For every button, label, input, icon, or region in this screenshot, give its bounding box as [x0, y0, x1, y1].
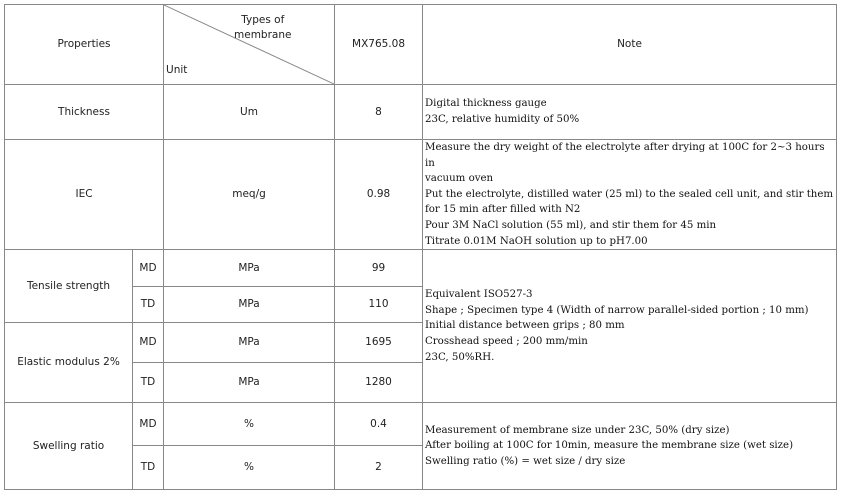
iec-note: Measure the dry weight of the electrolyte after drying at 100C for 2~3 hours in vacuum oven Put the electrolyte, distilled water (25 ml) to the sealed cell unit, and stir them for 15 min after filled with N2 Pour 3M NaCl solution (55 ml), and stir them for 45 min Titrate 0.01M NaOH solution up to pH7.00: [423, 140, 837, 250]
elastic-td-value: 1280: [335, 363, 423, 403]
swelling-md-unit: %: [164, 403, 335, 446]
thickness-label: Thickness: [5, 85, 164, 140]
elastic-label: Elastic modulus 2%: [5, 323, 133, 403]
swelling-md-value: 0.4: [335, 403, 423, 446]
diagonal-header-cell: [164, 5, 335, 85]
iec-row: [5, 140, 837, 250]
elastic-td-unit: MPa: [164, 363, 335, 403]
swelling-md-dir: MD: [133, 403, 164, 446]
tensile-md-value: 99: [335, 250, 423, 287]
tensile-label: Tensile strength: [5, 250, 133, 323]
elastic-md-value: 1695: [335, 323, 423, 363]
elastic-td-dir: TD: [133, 363, 164, 403]
membrane-header: MX765.08: [335, 5, 423, 85]
iec-value: 0.98: [335, 140, 423, 250]
swelling-td-unit: %: [164, 446, 335, 490]
note-header: Note: [423, 5, 837, 85]
tensile-md-unit: MPa: [164, 250, 335, 287]
mechanical-note: Equivalent ISO527-3 Shape ; Specimen type 4 (Width of narrow parallel-sided portion ; 10 mm) Initial distance between grips ; 80 mm Crosshead speed ; 200 mm/min 23C, 50%RH.: [423, 250, 837, 403]
iec-unit: meq/g: [164, 140, 335, 250]
iec-label: IEC: [5, 140, 164, 250]
tensile-td-dir: TD: [133, 287, 164, 323]
thickness-row: [5, 85, 837, 140]
thickness-unit: Um: [164, 85, 335, 140]
unit-header: Unit: [166, 64, 188, 76]
tensile-md-row: [5, 250, 837, 287]
header-row: [5, 5, 837, 85]
properties-table: [4, 4, 837, 490]
types-of-membrane-label: Types of membrane: [234, 14, 292, 41]
swelling-note: Measurement of membrane size under 23C, 50% (dry size) After boiling at 100C for 10min, measure the membrane size (wet size) Swelling ratio (%) = wet size / dry size: [423, 403, 837, 490]
thickness-note: Digital thickness gauge 23C, relative humidity of 50%: [423, 85, 837, 140]
elastic-md-dir: MD: [133, 323, 164, 363]
properties-header: Properties: [5, 5, 164, 85]
swelling-td-dir: TD: [133, 446, 164, 490]
thickness-value: 8: [335, 85, 423, 140]
swelling-md-row: [5, 403, 837, 446]
elastic-md-unit: MPa: [164, 323, 335, 363]
swelling-label: Swelling ratio: [5, 403, 133, 490]
tensile-td-unit: MPa: [164, 287, 335, 323]
swelling-td-value: 2: [335, 446, 423, 490]
tensile-md-dir: MD: [133, 250, 164, 287]
tensile-td-value: 110: [335, 287, 423, 323]
